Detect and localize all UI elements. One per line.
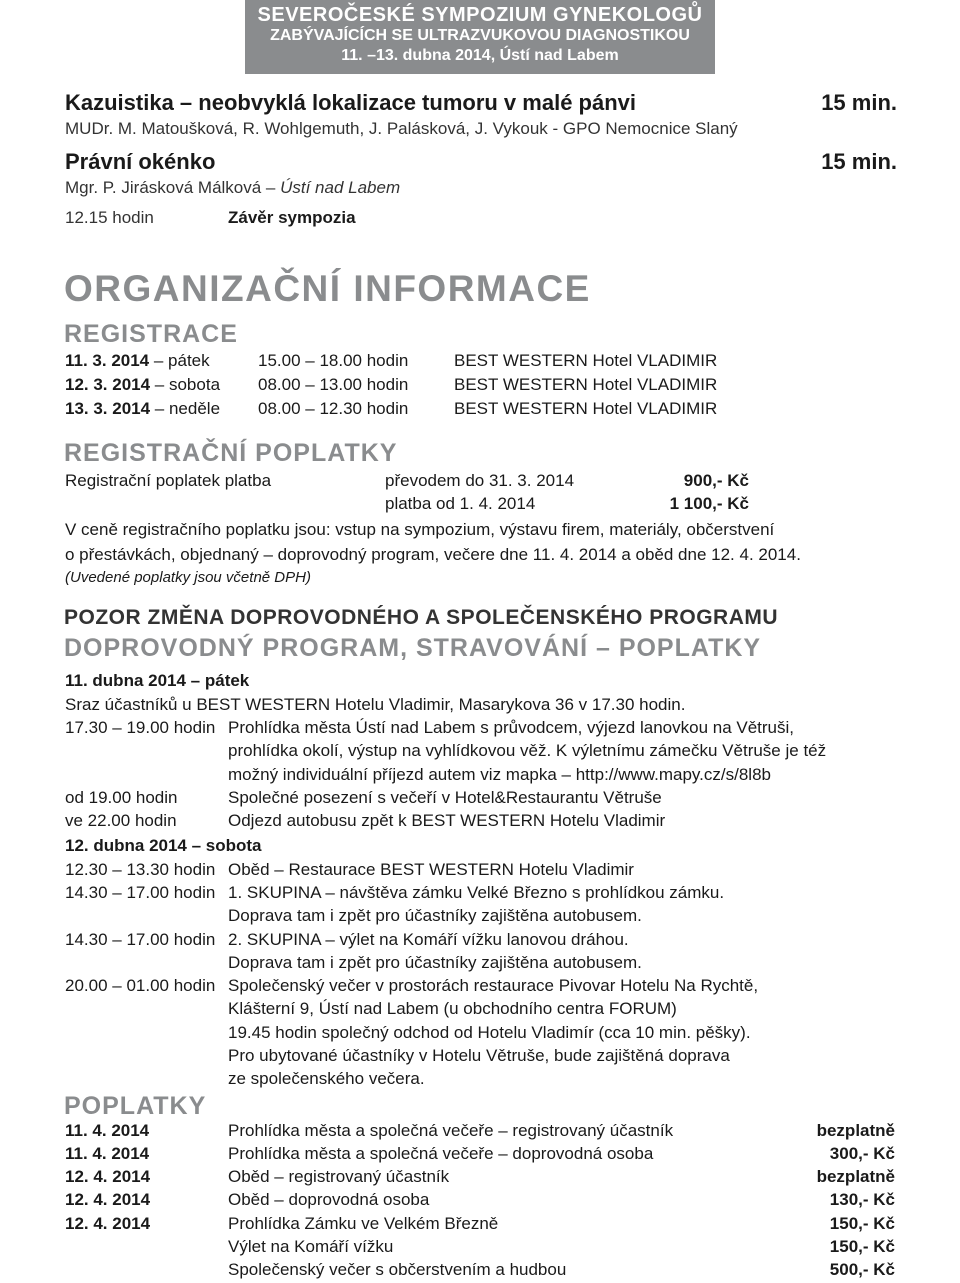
program-time: od 19.00 hodin [65,788,178,807]
reg-day: – sobota [150,375,221,394]
fee-item: Prohlídka Zámku ve Velkém Březně [228,1214,499,1233]
closing-label: Závěr sympozia [228,208,356,227]
fee-item: Společenský večer s občerstvením a hudbou [228,1260,567,1279]
reg-place: BEST WESTERN Hotel VLADIMIR [454,375,718,394]
reg-fee-when: převodem do 31. 3. 2014 [385,471,575,490]
talk-title: Kazuistika – neobvyklá lokalizace tumoru v malé pánvi [65,90,637,115]
closing-time: 12.15 hodin [65,208,154,227]
program-time: 17.30 – 19.00 hodin [65,718,216,737]
fee-price: 300,- Kč [829,1144,895,1163]
reg-place: BEST WESTERN Hotel VLADIMIR [454,399,718,418]
reg-fee-price: 900,- Kč [683,471,749,490]
program-line: prohlídka okolí, výstup na vyhlídkovou věž. K výletnímu zámečku Větruše je též [228,741,827,760]
program-time: ve 22.00 hodin [65,811,177,830]
org-heading: ORGANIZAČNÍ INFORMACE [64,268,591,309]
fee-price: 130,- Kč [829,1190,895,1209]
talk-authors: MUDr. M. Matoušková, R. Wohlgemuth, J. Palásková, J. Vykouk - GPO Nemocnice Slaný [65,119,738,138]
symposium-subtitle: ZABÝVAJÍCÍCH SE ULTRAZVUKOVOU DIAGNOSTIKOU [270,27,690,44]
fee-item: Prohlídka města a společná večeře – registrovaný účastník [228,1121,674,1140]
day1-intro: Sraz účastníků u BEST WESTERN Hotelu Vladimir, Masarykova 36 v 17.30 hodin. [65,695,686,714]
talk-title: Právní okénko [65,149,216,174]
program-line: Pro ubytované účastníky v Hotelu Větruše, bude zajištěná doprava [228,1046,730,1065]
registrace-heading: REGISTRACE [64,320,238,348]
fee-price: 150,- Kč [829,1214,895,1233]
reg-fee-label: Registrační poplatek platba [65,471,272,490]
reg-date [65,351,210,371]
reg-day: – pátek [149,351,210,370]
program-change-heading: POZOR ZMĚNA DOPROVODNÉHO A SPOLEČENSKÉHO PROGRAMU [64,606,779,629]
program-line: 1. SKUPINA – návštěva zámku Velké Březno s prohlídkou zámku. [228,883,725,902]
reg-fees-heading: REGISTRAČNÍ POPLATKY [64,439,398,467]
day2-title: 12. dubna 2014 – sobota [65,836,262,855]
program-line: Doprava tam i zpět pro účastníky zajištěna autobusem. [228,953,642,972]
fee-date: 12. 4. 2014 [65,1214,151,1233]
reg-fee-note: o přestávkách, objednaný – doprovodný program, večere dne 11. 4. 2014 a oběd dne 12. 4. 2014. [65,545,801,564]
program-line: Společenský večer v prostorách restaurace Pivovar Hotelu Na Rychtě, [228,976,759,995]
reg-date-value: 11. 3. 2014 [65,351,150,370]
poplatky-heading: POPLATKY [64,1092,207,1120]
reg-date-value: 13. 3. 2014 [65,399,151,418]
reg-date [65,375,220,395]
program-time: 14.30 – 17.00 hodin [65,883,216,902]
fee-price: 500,- Kč [829,1260,895,1279]
reg-date [65,399,220,419]
program-line: Společné posezení s večeří v Hotel&Restaurantu Větruše [228,788,662,807]
program-line: možný individuální příjezd autem viz mapka – http://www.mapy.cz/s/8l8b [228,765,771,784]
program-line: 19.45 hodin společný odchod od Hotelu Vladimír (cca 10 min. pěšky). [228,1023,751,1042]
reg-fee-price: 1 100,- Kč [669,494,749,513]
fee-price: 150,- Kč [829,1237,895,1256]
fee-price: bezplatně [816,1121,895,1140]
program-line: Doprava tam i zpět pro účastníky zajištěna autobusem. [228,906,642,925]
talk-duration: 15 min. [821,90,897,115]
reg-date-value: 12. 3. 2014 [65,375,151,394]
reg-time: 08.00 – 13.00 hodin [258,375,409,394]
fee-date: 11. 4. 2014 [65,1121,150,1140]
fee-date: 12. 4. 2014 [65,1190,151,1209]
program-heading: DOPROVODNÝ PROGRAM, STRAVOVÁNÍ – POPLATKY [64,634,762,662]
reg-day: – neděle [150,399,221,418]
talk-authors [65,178,400,198]
talk-duration: 15 min. [821,149,897,174]
reg-time: 08.00 – 12.30 hodin [258,399,409,418]
program-line: ze společenského večera. [228,1069,425,1088]
day1-title: 11. dubna 2014 – pátek [65,671,250,690]
fee-date: 12. 4. 2014 [65,1167,151,1186]
program-time: 20.00 – 01.00 hodin [65,976,216,995]
reg-time: 15.00 – 18.00 hodin [258,351,409,370]
header-banner [245,0,715,74]
symposium-title: SEVEROČESKÉ SYMPOZIUM GYNEKOLOGŮ [257,4,703,26]
reg-place: BEST WESTERN Hotel VLADIMIR [454,351,718,370]
fee-item: Oběd – doprovodná osoba [228,1190,430,1209]
program-time: 12.30 – 13.30 hodin [65,860,216,879]
fee-date: 11. 4. 2014 [65,1144,150,1163]
reg-fee-when: platba od 1. 4. 2014 [385,494,536,513]
reg-fee-note: V ceně registračního poplatku jsou: vstup na sympozium, výstavu firem, materiály, občerstvení [65,520,775,539]
fee-item: Oběd – registrovaný účastník [228,1167,450,1186]
program-time: 14.30 – 17.00 hodin [65,930,216,949]
author-name: Mgr. P. Jirásková Málková – [65,178,281,197]
program-line: Odjezd autobusu zpět k BEST WESTERN Hotelu Vladimir [228,811,666,830]
fee-price: bezplatně [816,1167,895,1186]
program-line: 2. SKUPINA – výlet na Komáří vížku lanovou dráhou. [228,930,629,949]
program-line: Klášterní 9, Ústí nad Labem (u obchodního centra FORUM) [228,999,677,1018]
fee-item: Prohlídka města a společná večeře – doprovodná osoba [228,1144,654,1163]
program-line: Prohlídka města Ústí nad Labem s průvodcem, výjezd lanovkou na Větruši, [228,718,795,737]
vat-note: (Uvedené poplatky jsou včetně DPH) [65,569,311,586]
fee-item: Výlet na Komáří vížku [228,1237,394,1256]
program-line: Oběd – Restaurace BEST WESTERN Hotelu Vladimir [228,860,634,879]
author-place: Ústí nad Labem [280,178,401,197]
symposium-date: 11. –13. dubna 2014, Ústí nad Labem [341,47,619,64]
